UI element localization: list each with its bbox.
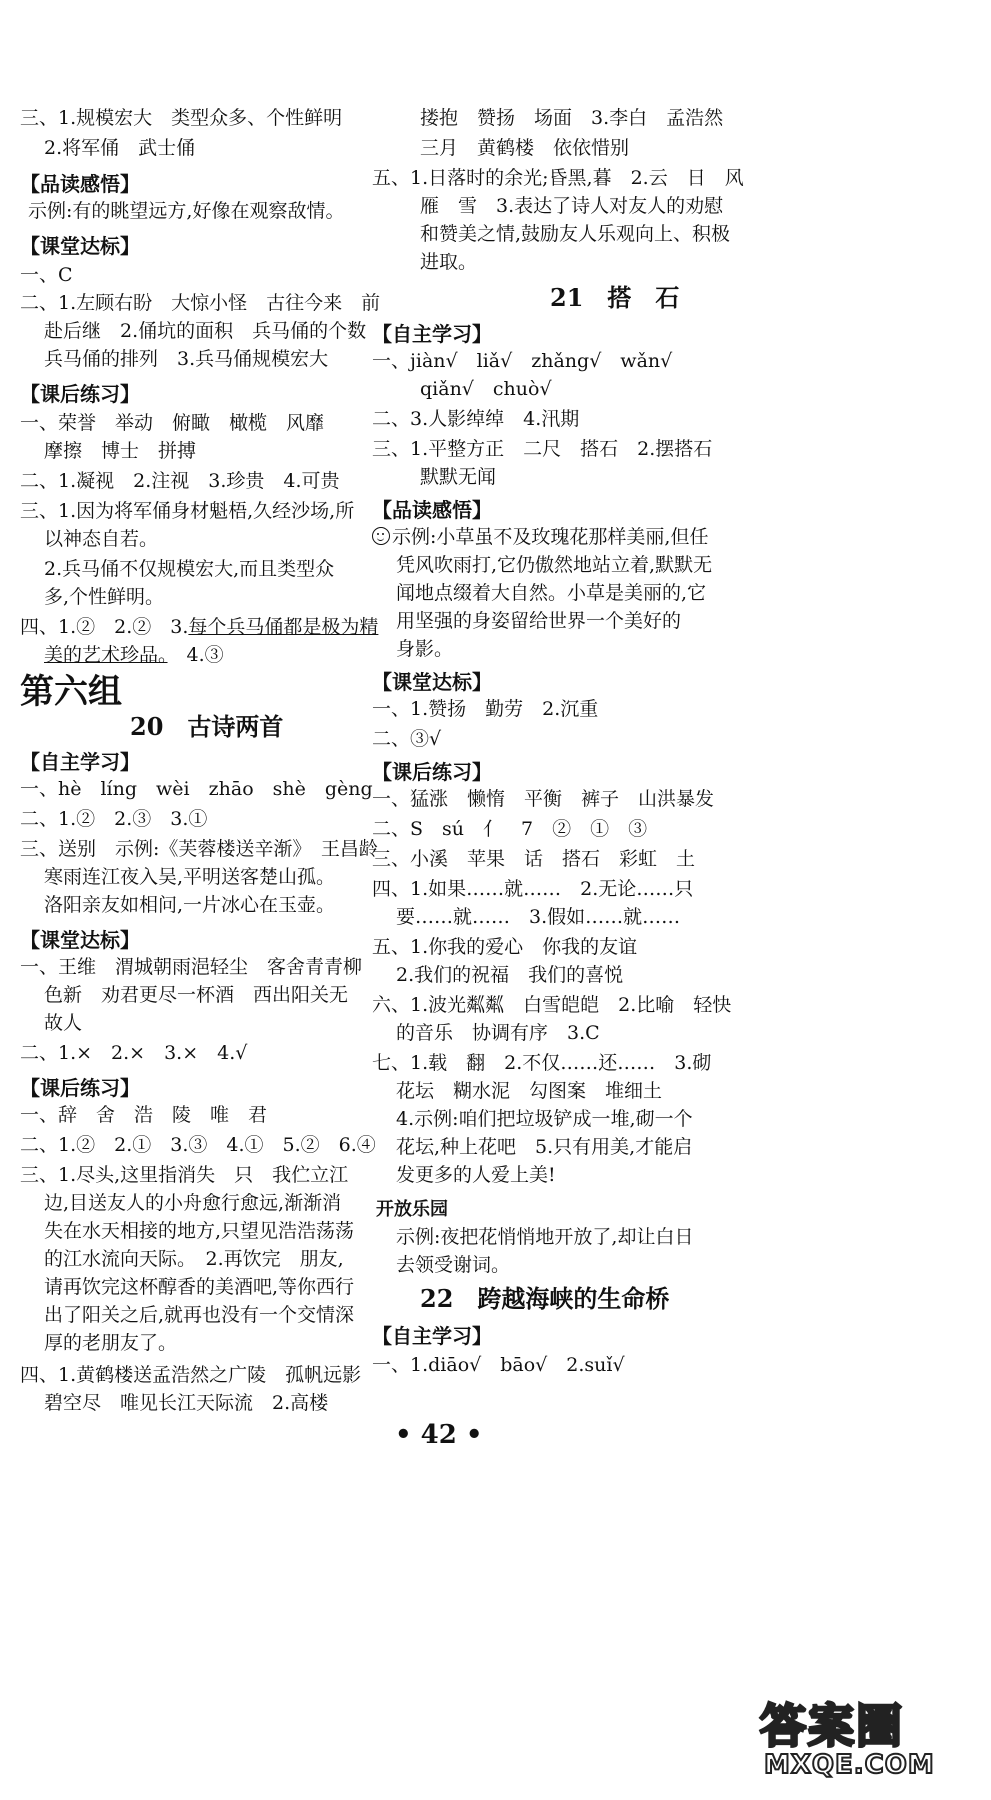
text-line: 发更多的人爱上美! xyxy=(396,1164,556,1186)
text-line: 身影。 xyxy=(396,638,454,660)
text-line: 四、1.如果……就…… 2.无论……只 xyxy=(372,878,694,900)
text-line: 默默无闻 xyxy=(420,466,497,488)
text-line: 出了阳关之后,就再也没有一个交情深 xyxy=(44,1304,355,1326)
underlined-answer: 美的艺术珍品。 xyxy=(44,644,168,666)
text-line: 花坛 糊水泥 勾图案 堆细土 xyxy=(396,1080,663,1102)
page-number: • 42 • xyxy=(395,1420,483,1450)
text-line: 碧空尽 唯见长江天际流 2.高楼 xyxy=(44,1392,329,1414)
text-line: 二、1.× 2.× 3.× 4.√ xyxy=(20,1042,248,1064)
text-span: 四、1.② 2.② 3. xyxy=(20,616,189,638)
text-line: 四、1.黄鹤楼送孟浩然之广陵 孤帆远影 xyxy=(20,1364,362,1386)
section-heading: 【自主学习】 xyxy=(372,322,492,346)
lesson-title: 21 搭 石 xyxy=(550,283,680,312)
section-heading: 【课后练习】 xyxy=(372,760,492,784)
group-title: 第六组 xyxy=(20,672,122,712)
text-line: 一、荣誉 举动 俯瞰 橄榄 风靡 xyxy=(20,412,325,434)
text-line: 一、1.赞扬 勤劳 2.沉重 xyxy=(372,698,599,720)
text-line: 2.我们的祝福 我们的喜悦 xyxy=(396,964,624,986)
text-line: 边,目送友人的小舟愈行愈远,渐渐消 xyxy=(44,1192,342,1214)
text-line: 二、S sú 亻 7 ② ① ③ xyxy=(372,818,648,840)
text-line: 多,个性鲜明。 xyxy=(44,586,165,608)
text-line: qiǎn√ chuò√ xyxy=(420,378,552,400)
text-line: 请再饮完这杯醇香的美酒吧,等你西行 xyxy=(44,1276,355,1298)
text-line: 六、1.波光粼粼 白雪皑皑 2.比喻 轻快 xyxy=(372,994,732,1016)
text-line xyxy=(372,524,708,550)
text-line: 用坚强的身姿留给世界一个美好的 xyxy=(396,610,682,632)
text-line: 一、猛涨 懒惰 平衡 裤子 山洪暴发 xyxy=(372,788,715,810)
text-span: 4.③ xyxy=(167,644,224,666)
text-line: 示例:夜把花悄悄地开放了,却让白日 xyxy=(396,1226,694,1248)
text-line: 进取。 xyxy=(420,251,478,273)
text-line: 三、送别 示例:《芙蓉楼送辛渐》 王昌龄 xyxy=(20,838,378,860)
watermark-bottom-text: MXQE.COM xyxy=(764,1750,935,1780)
smiley-icon xyxy=(372,527,390,545)
text-line: 一、辞 舍 浩 陵 唯 君 xyxy=(20,1104,268,1126)
text-line: 五、1.日落时的余光;昏黑,暮 2.云 日 风 xyxy=(372,167,744,189)
section-heading: 开放乐园 xyxy=(376,1199,448,1220)
text-line: 的江水流向天际。 2.再饮完 朋友, xyxy=(44,1248,344,1270)
text-line: 故人 xyxy=(44,1012,83,1034)
watermark-logo xyxy=(760,1690,970,1790)
text-line: 寒雨连江夜入吴,平明送客楚山孤。 xyxy=(44,866,336,888)
text-line: 赴后继 2.俑坑的面积 兵马俑的个数 xyxy=(44,320,367,342)
text-line: 七、1.载 翻 2.不仅……还…… 3.砌 xyxy=(372,1052,712,1074)
section-heading: 【课堂达标】 xyxy=(20,928,140,952)
text-line: 二、1.左顾右盼 大惊小怪 古往今来 前 xyxy=(20,292,381,314)
section-heading: 【品读感悟】 xyxy=(20,172,140,196)
text-line: 去领受谢词。 xyxy=(396,1254,511,1276)
text-line: 三、1.规模宏大 类型众多、个性鲜明 xyxy=(20,107,343,129)
text-line: 二、③√ xyxy=(372,728,442,750)
text-line: 一、jiàn√ liǎ√ zhǎng√ wǎn√ xyxy=(372,350,673,372)
section-heading: 【课后练习】 xyxy=(20,1076,140,1100)
section-heading: 【自主学习】 xyxy=(372,1324,492,1348)
text-line: 要……就…… 3.假如……就…… xyxy=(396,906,681,928)
watermark-top-text: 答案圈 xyxy=(760,1699,904,1753)
text-line: 凭风吹雨打,它仍傲然地站立着,默默无 xyxy=(396,554,713,576)
underlined-answer: 每个兵马俑都是极为精 xyxy=(188,616,379,638)
text-line: 2.兵马俑不仅规模宏大,而且类型众 xyxy=(44,558,335,580)
text-line: 示例:有的眺望远方,好像在观察敌情。 xyxy=(28,200,345,222)
text-line: 和赞美之情,鼓励友人乐观向上、积极 xyxy=(420,223,731,245)
text-line: 一、hè líng wèi zhāo shè gèng xyxy=(20,778,373,800)
text-line: 搂抱 赞扬 场面 3.李白 孟浩然 xyxy=(420,107,724,129)
text-line: 二、1.② 2.③ 3.① xyxy=(20,808,208,830)
text-line: 一、C xyxy=(20,264,73,286)
section-heading: 【课堂达标】 xyxy=(20,234,140,258)
text-line: 4.示例:咱们把垃圾铲成一堆,砌一个 xyxy=(396,1108,693,1130)
text-line: 2.将军俑 武士俑 xyxy=(44,137,196,159)
text-line: 的音乐 协调有序 3.C xyxy=(396,1022,600,1044)
lesson-title: 22 跨越海峡的生命桥 xyxy=(420,1284,670,1313)
section-heading: 【课堂达标】 xyxy=(372,670,492,694)
text-line: 一、王维 渭城朝雨浥轻尘 客舍青青柳 xyxy=(20,956,363,978)
text-line: 洛阳亲友如相问,一片冰心在玉壶。 xyxy=(44,894,336,916)
text-line: 三、小溪 苹果 话 搭石 彩虹 土 xyxy=(372,848,696,870)
text-line: 色新 劝君更尽一杯酒 西出阳关无 xyxy=(44,984,349,1006)
text-line: 花坛,种上花吧 5.只有用美,才能启 xyxy=(396,1136,693,1158)
section-heading: 【课后练习】 xyxy=(20,382,140,406)
text-line: 二、1.凝视 2.注视 3.珍贵 4.可贵 xyxy=(20,470,340,492)
text-line xyxy=(44,642,224,668)
section-heading: 【品读感悟】 xyxy=(372,498,492,522)
text-line: 三、1.因为将军俑身材魁梧,久经沙场,所 xyxy=(20,500,355,522)
text-line: 三、1.尽头,这里指消失 只 我伫立江 xyxy=(20,1164,349,1186)
text-line: 闻地点缀着大自然。小草是美丽的,它 xyxy=(396,582,707,604)
text-line xyxy=(20,614,378,640)
text-line: 一、1.diāo√ bāo√ 2.suǐ√ xyxy=(372,1354,625,1376)
text-line: 三、1.平整方正 二尺 搭石 2.摆搭石 xyxy=(372,438,713,460)
text-line: 摩擦 博士 拼搏 xyxy=(44,440,197,462)
text-line: 兵马俑的排列 3.兵马俑规模宏大 xyxy=(44,348,329,370)
section-heading: 【自主学习】 xyxy=(20,750,140,774)
text-line: 二、3.人影绰绰 4.汛期 xyxy=(372,408,580,430)
text-line: 雁 雪 3.表达了诗人对友人的劝慰 xyxy=(420,195,724,217)
text-line: 厚的老朋友了。 xyxy=(44,1332,178,1354)
text-line: 五、1.你我的爱心 你我的友谊 xyxy=(372,936,638,958)
text-line: 以神态自若。 xyxy=(44,528,159,550)
text-line: 二、1.② 2.① 3.③ 4.① 5.② 6.④ xyxy=(20,1134,376,1156)
lesson-title: 20 古诗两首 xyxy=(130,712,284,741)
text-line: 失在水天相接的地方,只望见浩浩荡荡 xyxy=(44,1220,355,1242)
text-span: 示例:小草虽不及玫瑰花那样美丽,但任 xyxy=(392,526,709,548)
text-line: 三月 黄鹤楼 依依惜别 xyxy=(420,137,630,159)
